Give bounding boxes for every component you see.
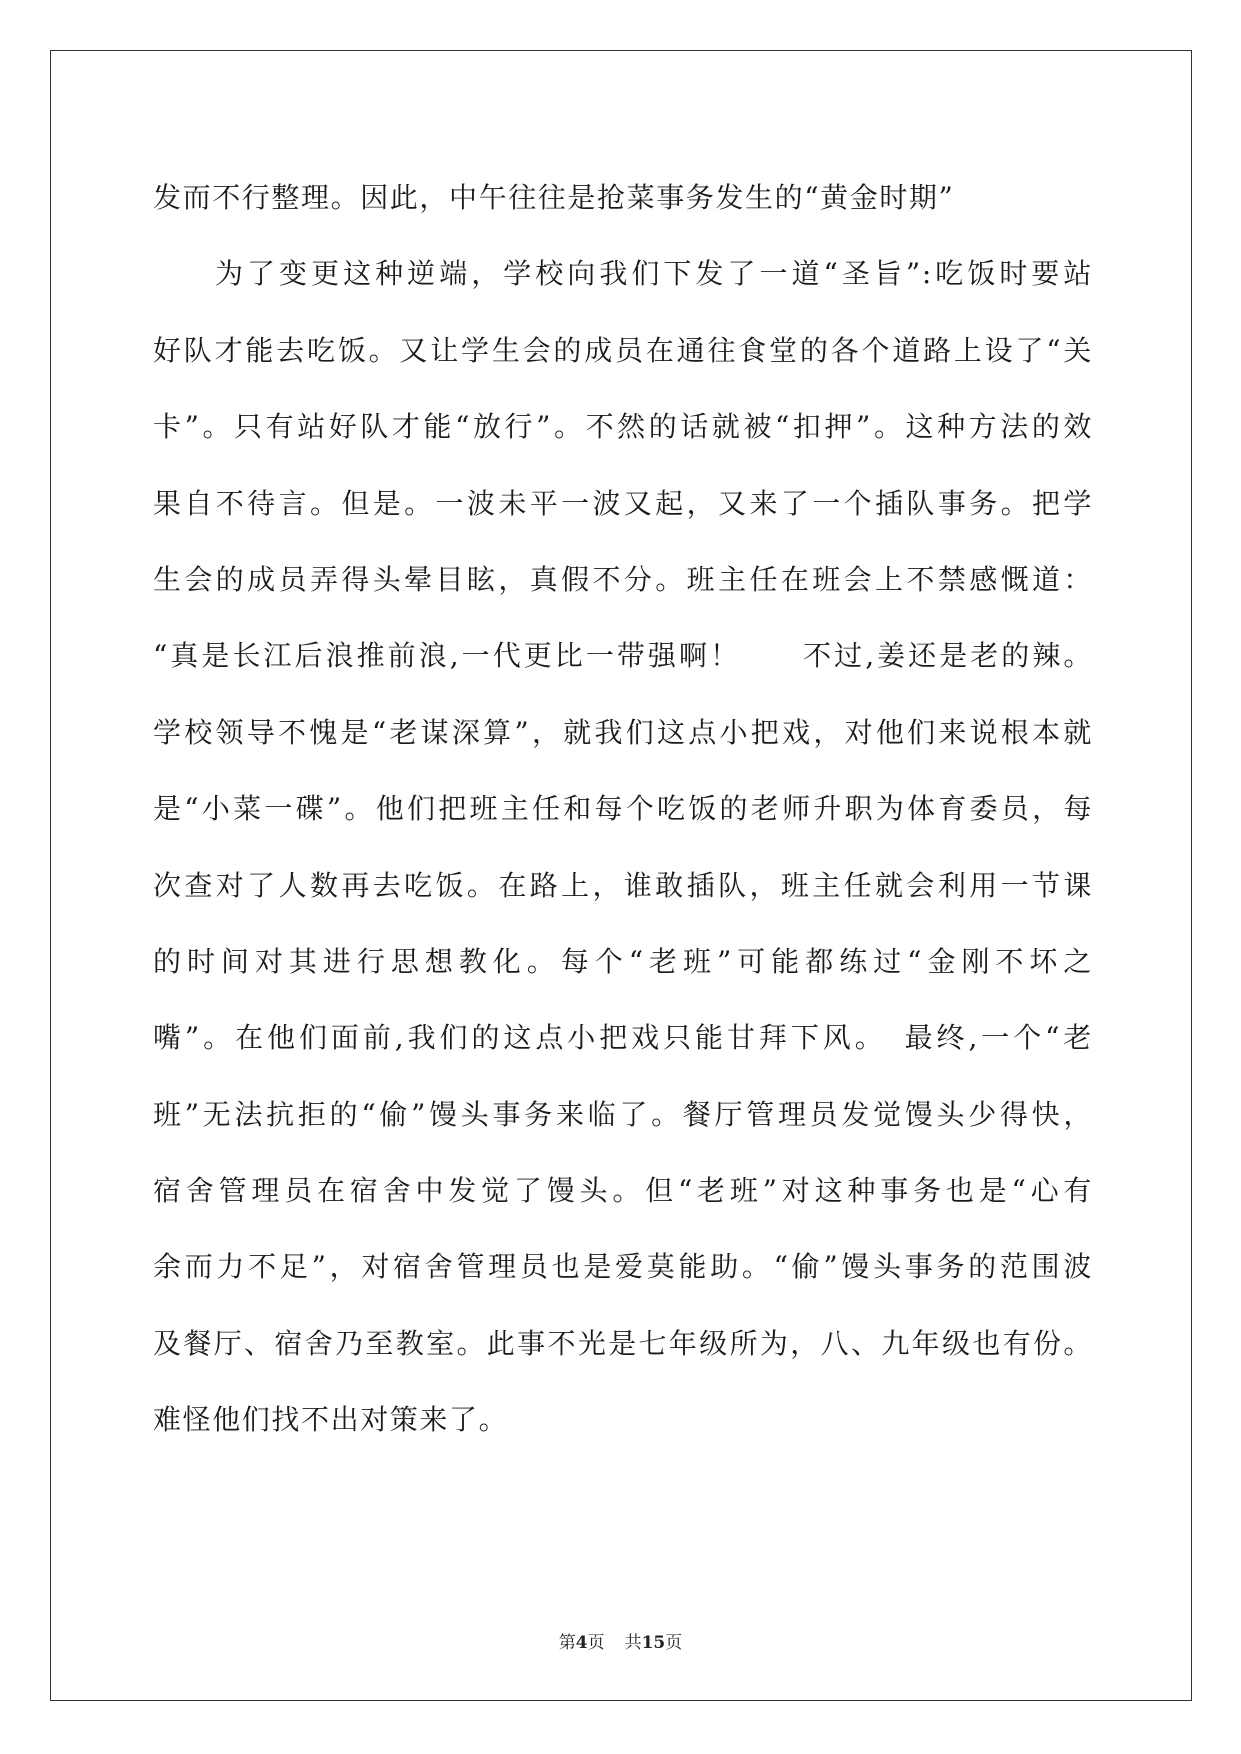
- text-line-7: “真是长江后浪推前浪,一代更比一带强啊！ 不过,姜还是老的辣。: [153, 639, 1093, 673]
- text-line-14: 宿舍管理员在宿舍中发觉了馒头。但“老班”对这种事务也是“心有: [153, 1174, 1093, 1208]
- page-total: 共15页: [624, 1633, 683, 1653]
- text-line-15: 余而力不足”，对宿舍管理员也是爱莫能助。“偷”馒头事务的范围波: [153, 1250, 1093, 1284]
- text-line-4: 卡”。只有站好队才能“放行”。不然的话就被“扣押”。这种方法的效: [153, 410, 1093, 444]
- document-body: [153, 160, 1093, 1459]
- text-line-17: 难怪他们找不出对策来了。: [153, 1403, 509, 1437]
- text-line-5: 果自不待言。但是。一波未平一波又起，又来了一个插队事务。把学: [153, 486, 1093, 520]
- text-line-10: 次查对了人数再去吃饭。在路上，谁敢插队，班主任就会利用一节课: [153, 868, 1093, 902]
- text-line-8: 学校领导不愧是“老谋深算”，就我们这点小把戏，对他们来说根本就: [153, 715, 1093, 749]
- text-line-16: 及餐厅、宿舍乃至教室。此事不光是七年级所为，八、九年级也有份。: [153, 1326, 1093, 1360]
- text-line-12: 嘴”。在他们面前,我们的这点小把戏只能甘拜下风。 最终,一个“老: [153, 1021, 1093, 1055]
- text-line-13: 班”无法抗拒的“偷”馒头事务来临了。餐厅管理员发觉馒头少得快，: [153, 1097, 1093, 1131]
- text-line-11: 的时间对其进行思想教化。每个“老班”可能都练过“金刚不坏之: [153, 944, 1093, 978]
- text-line-6: 生会的成员弄得头晕目眩，真假不分。班主任在班会上不禁感慨道：: [153, 562, 1093, 596]
- text-line-9: 是“小菜一碟”。他们把班主任和每个吃饭的老师升职为体育委员，每: [153, 792, 1093, 826]
- page-number: 第4页: [558, 1633, 605, 1653]
- text-line-3: 好队才能去吃饭。又让学生会的成员在通往食堂的各个道路上设了“关: [153, 333, 1093, 367]
- page-footer: [0, 1633, 1241, 1653]
- text-line-1: 发而不行整理。因此，中午往往是抢菜事务发生的“黄金时期”: [153, 181, 955, 214]
- text-line-2: 为了变更这种逆端，学校向我们下发了一道“圣旨”:吃饭时要站: [215, 257, 1093, 291]
